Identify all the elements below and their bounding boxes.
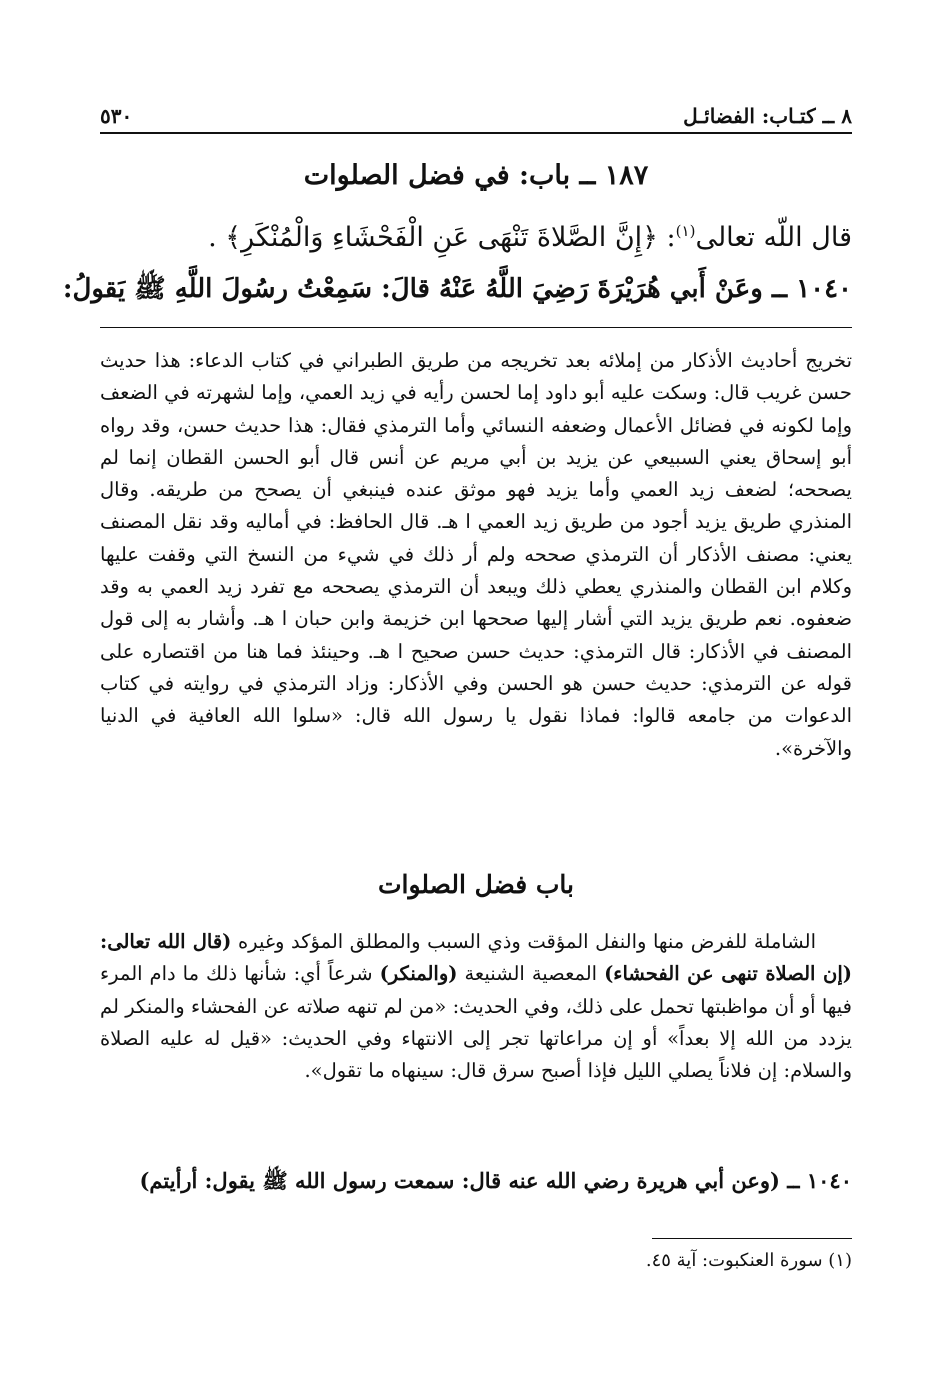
sharh-text-2: المعصية الشنيعة <box>457 962 605 986</box>
page-number: ٥٣٠ <box>100 104 133 128</box>
sharh-text-3: شرعاً أي: شأنها ذلك ما دام المرء فيها أو أن مواظبتها تحمل على ذلك، وفي الحديث: «من لم تنهه صلاته عن الفحشاء والمنكر لم يزدد من الله إلا بعداً» أو إن مراعاتها تجر إلى الانتهاء وفي الحديث: «قيل له عليه الصلاة والسلام: إن فلاناً يصلي الليل فإذا أصبح سرق قال: سينهاه ما تقول». <box>100 962 852 1083</box>
hadith-1040-sharh-heading: ١٠٤٠ ــ (وعن أبي هريرة رضي الله عنه قال: سمعت رسول الله ﷺ يقول: أرأيتم) <box>139 1168 852 1193</box>
chapter-title: ١٨٧ ــ باب: في فضل الصلوات <box>303 160 649 191</box>
sharh-paragraph <box>100 926 852 1087</box>
page-header <box>100 100 852 134</box>
text-divider <box>100 327 852 328</box>
quran-verse-line <box>100 222 852 253</box>
footnote-ref: (١) <box>675 222 696 240</box>
sharh-text-1: الشاملة للفرض منها والنفل المؤقت وذي السبب والمطلق المؤكد وغيره <box>231 930 816 953</box>
hadith-1040-matn: ١٠٤٠ ــ وعَنْ أَبي هُرَيْرَةَ رَضِيَ اللَّهُ عَنْهُ قالَ: سَمِعْتُ رسُولَ اللَّهِ ﷺ يَقولُ: <box>62 274 852 304</box>
quran-intro: قال اللّه تعالى <box>695 222 852 253</box>
footnote-rule <box>652 1238 852 1239</box>
section-title: باب فضل الصلوات <box>378 870 574 899</box>
commentary-paragraph: تخريج أحاديث الأذكار من إملائه بعد تخريجه من طريق الطبراني في كتاب الدعاء: هذا حديث حسن غريب قال: وسكت عليه أبو داود إما لحسن رأيه في زيد العمي، وإما لشهرته في الضعف وإما لكونه في فضائل الأعمال وضعفه النسائي وأما الترمذي فقال: هذا حديث حسن، وقد رواه أبو إسحاق يعني السبيعي عن يزيد بن أبي مريم عن أنس قال أبو الحسن القطان إنما لم يصححه؛ لضعف زيد العمي وأما يزيد فهو موثق عنده فينبغي أن يصحح من طريقه. وقال المنذري طريق يزيد أجود من طريق زيد العمي ا هـ. قال الحافظ: في أماليه وقد نقل المصنف يعني: مصنف الأذكار أن الترمذي صححه ولم أر ذلك في شيء من النسخ التي وقفت عليها وكلام ابن القطان والمنذري يعطي ذلك ويبعد أن الترمذي يصححه مع تفرد زيد العمي به وقد ضعفوه. نعم طريق يزيد التي أشار إليها صححها ابن خزيمة وابن حبان ا هـ. وأشار به إلى قول المصنف في الأذكار: قال الترمذي: حديث حسن صحيح ا هـ. وحينئذ فما هنا من اقتصاره على قوله عن الترمذي: حديث حسن هو الحسن وفي الأذكار: وزاد الترمذي في روايته في كتاب الدعوات من جامعه قالوا: فماذا نقول يا رسول الله قال: «سلوا الله العافية في الدنيا والآخرة». <box>100 349 852 760</box>
quran-verse: : ﴿إِنَّ الصَّلاةَ تَنْهَى عَنِ الْفَحْشَاءِ وَالْمُنْكَرِ﴾ . <box>208 222 676 253</box>
sharh-quote-1: (قال الله تعالى: (إن الصلاة تنهى عن الفحشاء) <box>100 930 852 986</box>
sharh-quote-2: (والمنكر) <box>379 962 458 986</box>
footnote: (١) سورة العنكبوت: آية ٤٥. <box>645 1250 852 1271</box>
running-title: ٨ ــ كتـاب: الفضائـل <box>683 104 852 128</box>
